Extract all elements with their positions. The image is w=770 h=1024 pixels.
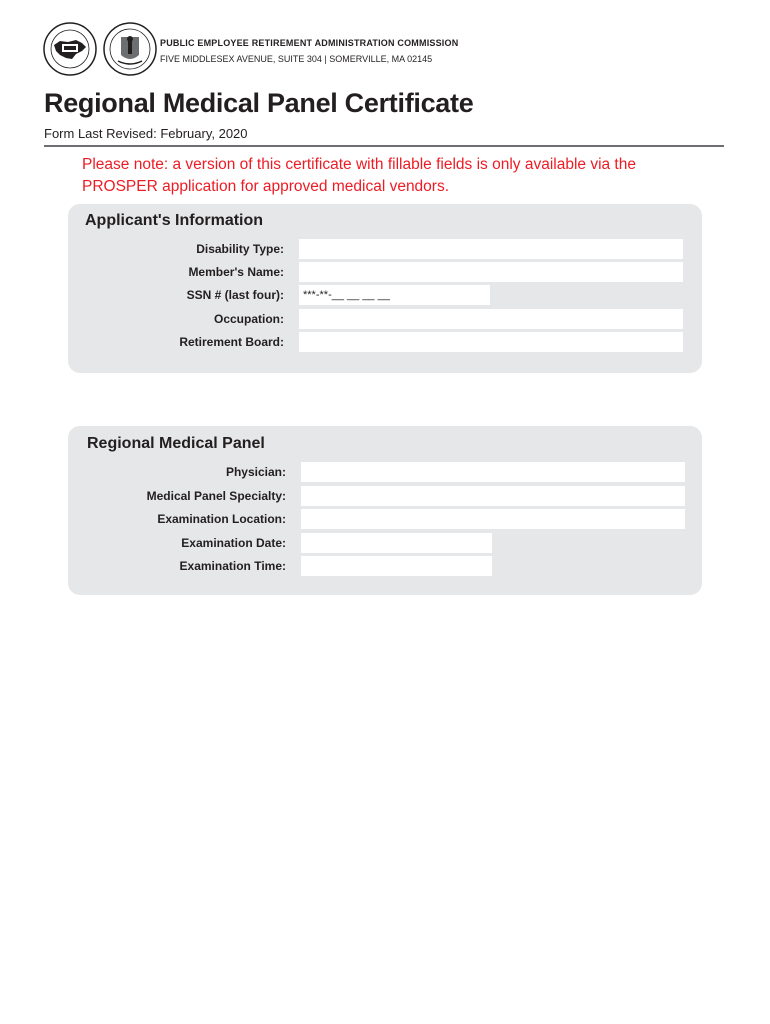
examination-date-label: Examination Date: — [181, 536, 286, 550]
disability-type-field[interactable] — [299, 239, 683, 259]
agency-address: FIVE MIDDLESEX AVENUE, SUITE 304 | SOMERVILLE, MA 02145 — [160, 54, 433, 64]
revision-date: Form Last Revised: February, 2020 — [44, 126, 248, 141]
physician-field[interactable] — [301, 462, 685, 482]
examination-location-field[interactable] — [301, 509, 685, 529]
applicant-information-panel — [68, 204, 702, 373]
retirement-board-label: Retirement Board: — [179, 335, 284, 349]
examination-date-field[interactable] — [301, 533, 492, 553]
page-title: Regional Medical Panel Certificate — [44, 88, 474, 118]
disability-type-label: Disability Type: — [196, 242, 284, 256]
massachusetts-seal-icon — [102, 21, 158, 77]
occupation-label: Occupation: — [213, 312, 284, 326]
occupation-field[interactable] — [299, 309, 683, 329]
applicant-section-heading: Applicant's Information — [85, 212, 264, 229]
medical-panel-section-heading: Regional Medical Panel — [87, 435, 265, 452]
regional-medical-panel-section — [68, 426, 702, 595]
fillable-notice: Please note: a version of this certificate with fillable fields is only available via the PROSPER application for approved medical vendors. — [82, 156, 636, 195]
member-name-field[interactable] — [299, 262, 683, 282]
examination-time-field[interactable] — [301, 556, 492, 576]
perac-seal-icon — [42, 21, 98, 77]
physician-label: Physician: — [225, 465, 286, 479]
ssn-last-four-label: SSN # (last four): — [186, 288, 284, 302]
letterhead — [40, 18, 730, 80]
medical-panel-specialty-label: Medical Panel Specialty: — [146, 489, 286, 503]
examination-location-label: Examination Location: — [157, 512, 286, 526]
title-divider — [44, 145, 724, 147]
member-name-label: Member's Name: — [188, 265, 284, 279]
medical-panel-specialty-field[interactable] — [301, 486, 685, 506]
examination-time-label: Examination Time: — [179, 559, 286, 573]
ssn-last-four-field[interactable] — [299, 285, 490, 305]
agency-name: PUBLIC EMPLOYEE RETIREMENT ADMINISTRATION COMMISSION — [160, 38, 459, 48]
retirement-board-field[interactable] — [299, 332, 683, 352]
